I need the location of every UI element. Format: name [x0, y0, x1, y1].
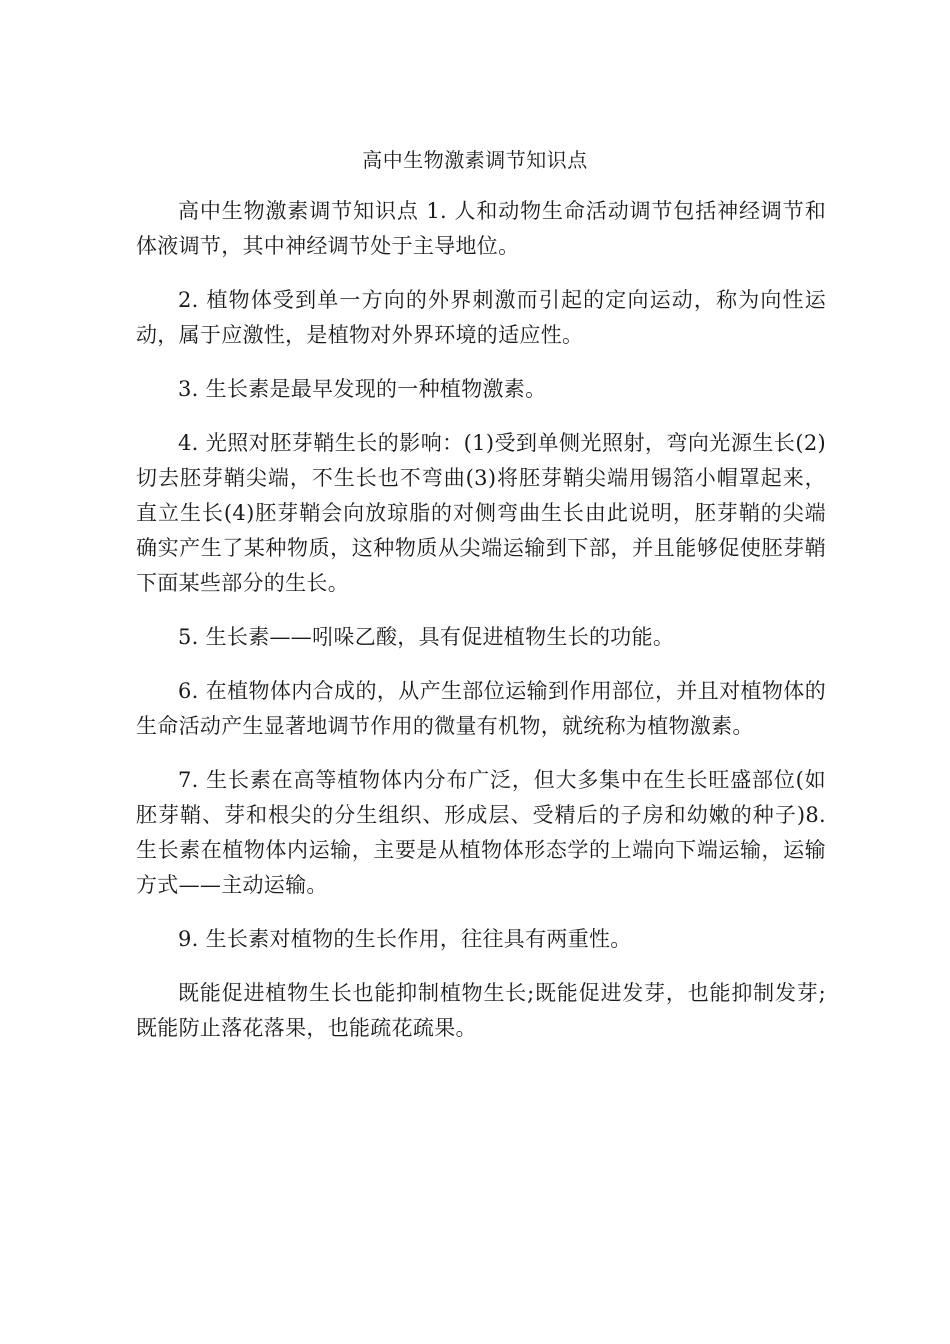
- paragraph-9: 9. 生长素对植物的生长作用，往往具有两重性。: [178, 927, 632, 951]
- paragraph-3: 3. 生长素是最早发现的一种植物激素。: [178, 377, 547, 401]
- document-body: [136, 194, 826, 1065]
- paragraph-6: 6. 在植物体内合成的，从产生部位运输到作用部位，并且对植物体的生命活动产生显著地调节作用的微量有机物，就统称为植物激素。: [136, 679, 826, 738]
- paragraph-9-detail: 既能促进植物生长也能抑制植物生长;既能促进发芽，也能抑制发芽;既能防止落花落果，也能疏花疏果。: [136, 981, 826, 1040]
- paragraph-intro: 高中生物激素调节知识点 1. 人和动物生命活动调节包括神经调节和体液调节，其中神经调节处于主导地位。: [136, 199, 826, 258]
- paragraph-2: 2. 植物体受到单一方向的外界刺激而引起的定向运动，称为向性运动，属于应激性，是植物对外界环境的适应性。: [136, 288, 826, 347]
- document-title: 高中生物激素调节知识点: [362, 148, 588, 172]
- paragraph-5: 5. 生长素——吲哚乙酸，具有促进植物生长的功能。: [178, 625, 675, 649]
- paragraph-4: 4. 光照对胚芽鞘生长的影响：(1)受到单侧光照射，弯向光源生长(2)切去胚芽鞘尖端，不生长也不弯曲(3)将胚芽鞘尖端用锡箔小帽罩起来，直立生长(4)胚芽鞘会向放琼脂的对侧弯曲生长由此说明，胚芽鞘的尖端确实产生了某种物质，这种物质从尖端运输到下部，并且能够促使胚芽鞘下面某些部分的生长。: [136, 431, 826, 595]
- paragraph-7-8: 7. 生长素在高等植物体内分布广泛，但大多集中在生长旺盛部位(如胚芽鞘、芽和根尖的分生组织、形成层、受精后的子房和幼嫩的种子)8. 生长素在植物体内运输，主要是从植物体形态学的上端向下端运输，运输方式——主动运输。: [136, 768, 826, 897]
